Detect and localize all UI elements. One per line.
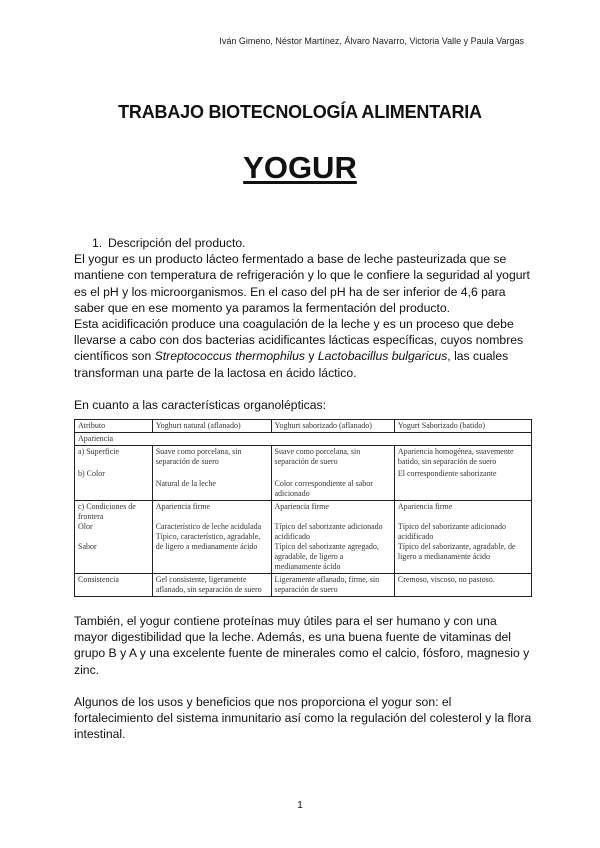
table-cell <box>394 501 531 574</box>
organoleptic-table <box>74 419 532 597</box>
table-header-row <box>75 420 532 433</box>
document-title: TRABAJO BIOTECNOLOGÍA ALIMENTARIA <box>118 102 482 122</box>
table-header-cell: Atributo <box>75 420 153 433</box>
cell-text: Natural de la leche <box>155 479 216 489</box>
spacer <box>74 678 532 694</box>
document-body <box>74 235 532 742</box>
table-section-label: Apariencia <box>75 433 532 446</box>
table-cell <box>271 501 394 574</box>
table-row <box>75 501 532 574</box>
paragraph-text: Esta acidificación produce una coagulación de la leche y es un proceso que debe llevarse a cabo con dos bacterias acidificantes lácticas específicas, cuyos nombres científicos son <box>74 317 524 364</box>
table-row <box>75 446 532 501</box>
cell-text: Apariencia homogénea, suavemente batido, sin separación de suero <box>397 447 514 467</box>
cell-text: Apariencia firme <box>274 502 329 512</box>
table-cell <box>75 501 153 574</box>
cell-text: Característico de leche acidulada <box>155 522 262 532</box>
cell-text: Apariencia firme <box>155 502 211 512</box>
cell-text: Típico del saborizante, agradable, de ligero a medianamente ácido <box>397 542 516 562</box>
table-cell: Gel consistente, ligeramente aflanado, sin separación de suero <box>152 574 271 597</box>
cell-text: Sabor <box>78 542 97 552</box>
spacer <box>74 597 532 613</box>
paragraph-description: El yogur es un producto lácteo fermentado a base de leche pasteurizada que se mantiene con temperatura de refrigeración y lo que le confiere la seguridad al yogurt es el pH y los microorganismos. En el caso del pH ha de ser inferior de 4,6 para saber que en ese momento ya paramos la fermentación del producto. <box>74 252 530 315</box>
cell-text: Típico del saborizante adicionado acidificado <box>397 522 507 542</box>
cell-text: Típico del saborizante agregado, agradable, de ligero a medianamente ácido <box>274 542 379 572</box>
paragraph-nutrition: También, el yogur contiene proteínas muy útiles para el ser humano y con una mayor digestibilidad que la leche. Además, es una buena fuente de vitaminas del grupo B y A y una excelente fuente de minerales como el calcio, fósforo, magnesio y zinc. <box>74 614 530 677</box>
table-cell <box>271 446 394 501</box>
section-heading <box>74 235 532 251</box>
cell-text: b) Color <box>78 469 105 479</box>
paragraph-benefits: Algunos de los usos y beneficios que nos proporciona el yogur son: el fortalecimiento del sistema inmunitario así como la regulación del colesterol y la flora intestinal. <box>74 694 532 742</box>
cell-text: Suave como porcelana, sin separación de suero <box>274 447 361 467</box>
table-row <box>75 574 532 597</box>
table-row <box>75 433 532 446</box>
page-header-authors: Iván Gimeno, Néstor Martínez, Álvaro Navarro, Victoria Valle y Paula Vargas <box>219 36 524 46</box>
cell-text: Típico del saborizante adicionado acidificado <box>274 522 383 542</box>
cell-text: Típico, característico, agradable, de ligero a medianamente ácido <box>155 532 261 552</box>
cell-text: Suave como porcelana, sin separación de suero <box>155 447 242 467</box>
table-header-cell: Yoghurt natural (aflanado) <box>152 420 271 433</box>
table-cell <box>75 446 153 501</box>
paragraph-organoleptic-intro: En cuanto a las características organolépticas: <box>74 397 327 412</box>
cell-text: Olor <box>78 522 93 532</box>
section-title: Descripción del producto. <box>108 236 246 250</box>
document-subtitle: YOGUR <box>243 150 357 185</box>
table-cell: Consistencia <box>75 574 153 597</box>
cell-text: Color correspondiente al sabor adicionado <box>274 479 373 499</box>
table-cell: Ligeramente aflanado, firme, sin separación de suero <box>271 574 394 597</box>
table-header-cell: Yogurt Saborizado (batido) <box>394 420 531 433</box>
species-name: Lactobacillus bulgaricus <box>317 349 448 364</box>
paragraph-text: , las cuales transforman una parte de la lactosa en ácido láctico. <box>74 349 509 380</box>
cell-text: c) Condiciones de frontera <box>78 502 136 522</box>
table-cell <box>394 446 531 501</box>
table-cell <box>152 501 271 574</box>
paragraph-acidification <box>74 316 532 381</box>
page-number: 1 <box>297 800 303 811</box>
spacer <box>74 381 532 397</box>
paragraph-text: y <box>305 349 318 364</box>
species-name: Streptococcus thermophilus <box>154 349 306 364</box>
table-cell: Cremoso, viscoso, no pastoso. <box>394 574 531 597</box>
cell-text: a) Superficie <box>78 447 120 457</box>
cell-text: El correspondiente saborizante <box>397 469 497 479</box>
cell-text: Apariencia firme <box>397 502 453 512</box>
table-cell <box>152 446 271 501</box>
section-number: 1. <box>92 236 103 250</box>
table-header-cell: Yoghurt saborizado (aflanado) <box>271 420 394 433</box>
